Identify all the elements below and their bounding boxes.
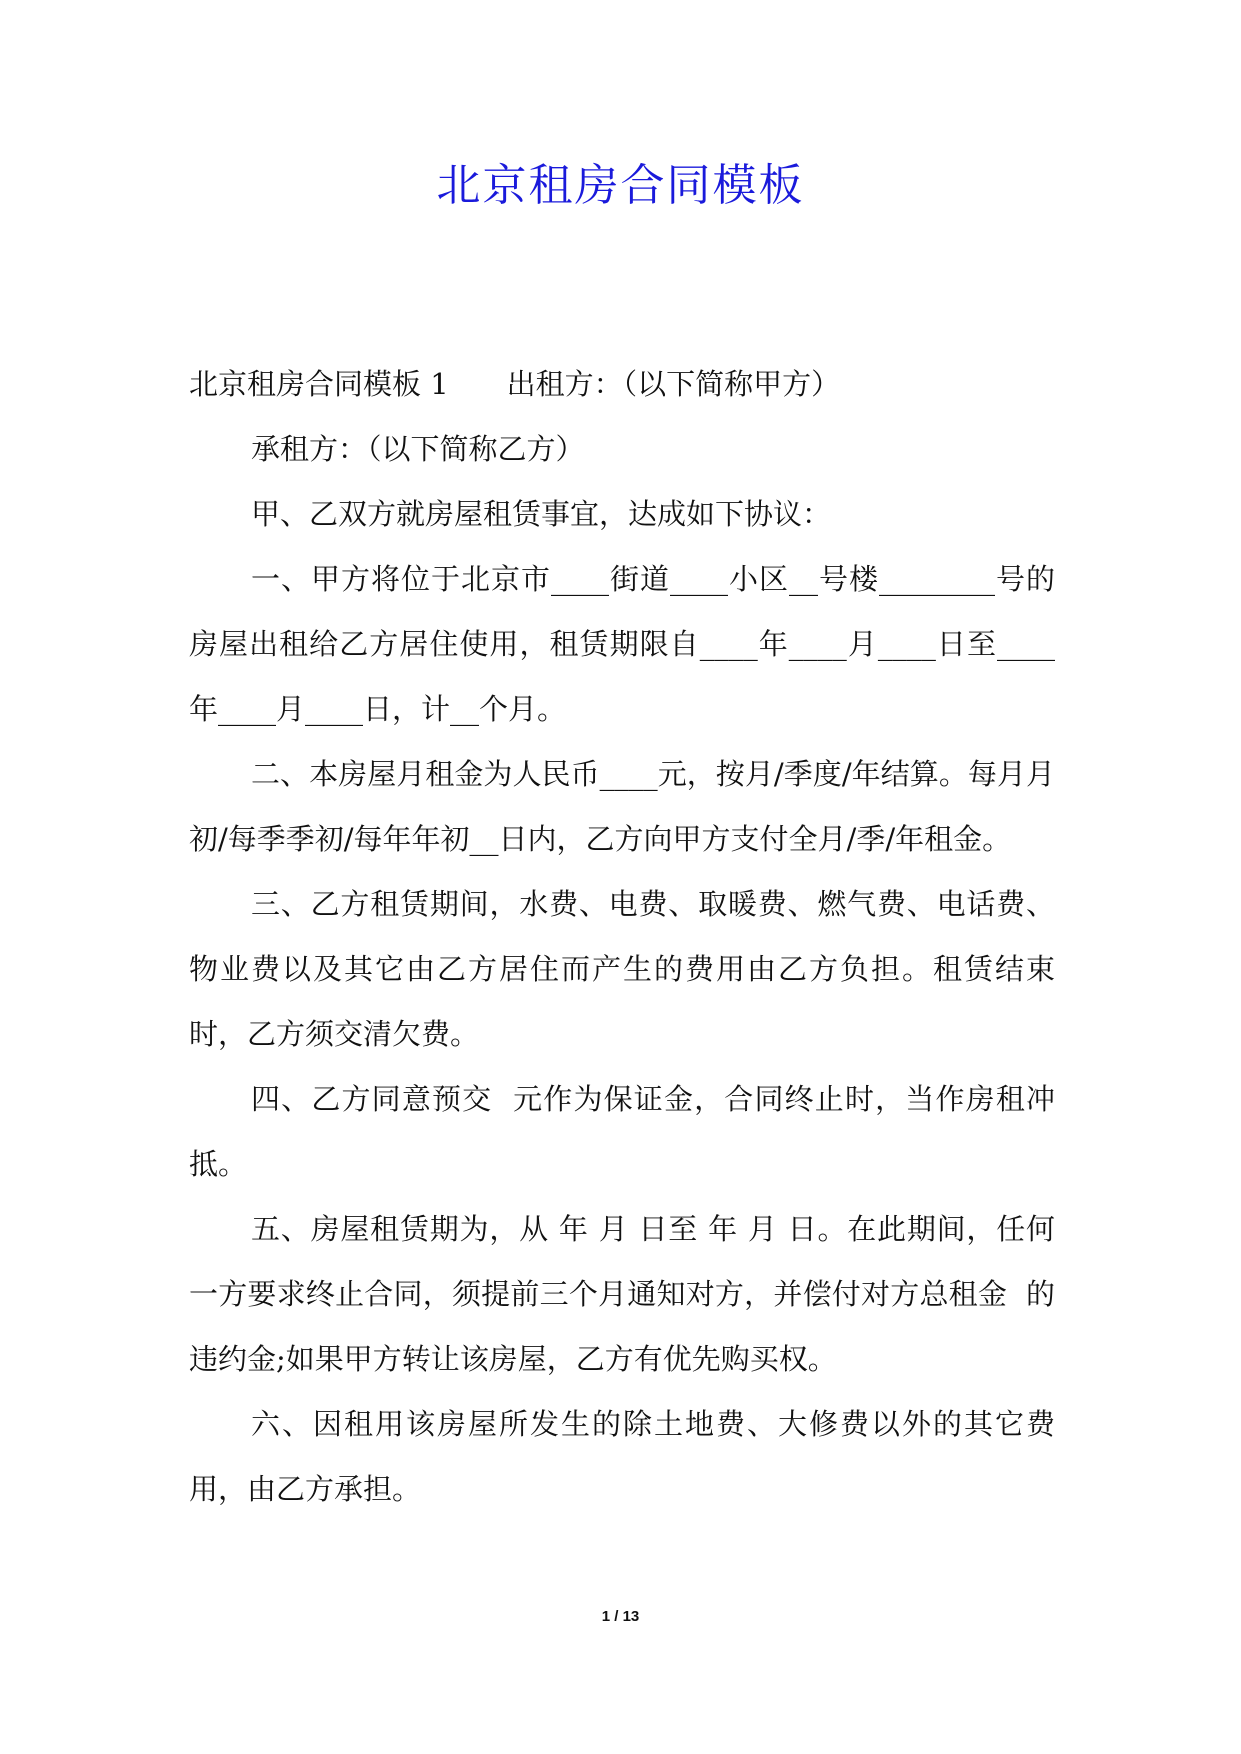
document-title: 北京租房合同模板 <box>436 160 805 211</box>
page-number: 1 / 13 <box>601 1608 640 1625</box>
paragraph-clause-3: 三、乙方租赁期间，水费、电费、取暖费、燃气费、电话费、物业费以及其它由乙方居住而产生的费用由乙方负担。租赁结束时，乙方须交清欠费。 <box>189 887 1055 1051</box>
paragraph-clause-6: 六、因租用该房屋所发生的除土地费、大修费以外的其它费用，由乙方承担。 <box>189 1407 1055 1506</box>
paragraph-clause-1: 一、甲方将位于北京市____街道____小区__号楼________号的房屋出租给乙方居住使用，租赁期限自____年____月____日至____年____月____日，计__个月。 <box>189 562 1055 726</box>
document-body <box>189 352 1055 1522</box>
paragraph-clause-4: 四、乙方同意预交 元作为保证金，合同终止时，当作房租冲抵。 <box>189 1082 1055 1181</box>
paragraph-clause-2: 二、本房屋月租金为人民币____元，按月/季度/年结算。每月月初/每季季初/每年年初__日内，乙方向甲方支付全月/季/年租金。 <box>189 757 1055 856</box>
paragraph-clause-5: 五、房屋租赁期为，从 年 月 日至 年 月 日。在此期间，任何一方要求终止合同，须提前三个月通知对方，并偿付对方总租金 的违约金;如果甲方转让该房屋，乙方有优先购买权。 <box>189 1212 1055 1376</box>
paragraph-heading-parties: 北京租房合同模板 1 出租方：（以下简称甲方） <box>189 367 841 401</box>
paragraph-agreement-intro: 甲、乙双方就房屋租赁事宜，达成如下协议： <box>251 497 832 531</box>
paragraph-lessee: 承租方：（以下简称乙方） <box>251 432 585 466</box>
